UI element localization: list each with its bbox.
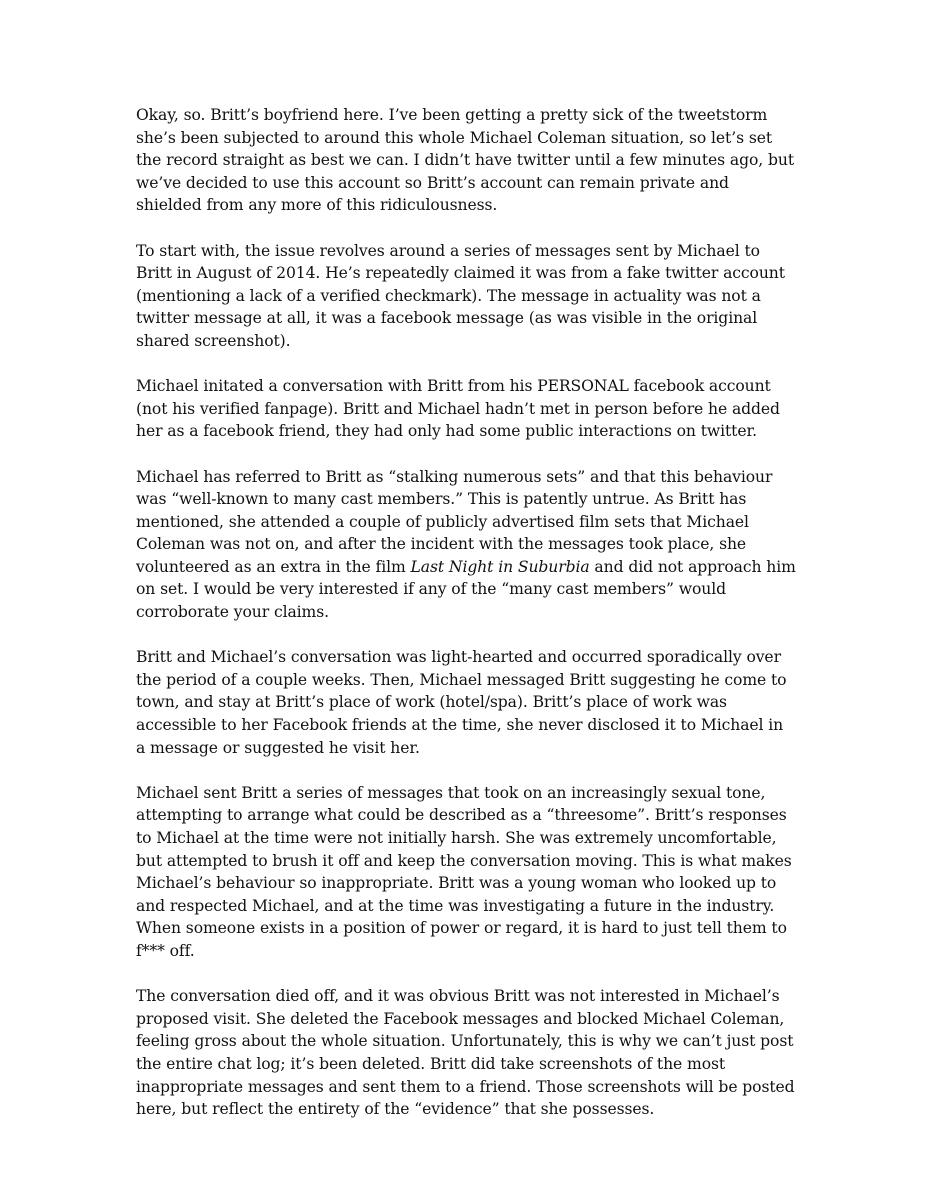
paragraph-4 bbox=[136, 466, 796, 624]
paragraph-3: Michael initated a conversation with Britt from his PERSONAL facebook account (not his verified fanpage). Britt and Michael hadn’t met in person before he added her as a facebook friend, they had only had some public interactions on twitter. bbox=[136, 377, 780, 441]
paragraph-1: Okay, so. Britt’s boyfriend here. I’ve been getting a pretty sick of the tweetstorm she’s been subjected to around this whole Michael Coleman situation, so let’s set the record straight as best we can. I didn’t have twitter until a few minutes ago, but we’ve decided to use this account so Britt’s account can remain private and shielded from any more of this ridiculousness. bbox=[136, 106, 794, 215]
paragraph-7: The conversation died off, and it was obvious Britt was not interested in Michael’s proposed visit. She deleted the Facebook messages and blocked Michael Coleman, feeling gross about the whole situation. Unfortunately, this is why we can’t just post the entire chat log; it’s been deleted. Britt did take screenshots of the most inappropriate messages and sent them to a friend. Those screenshots will be posted here, but reflect the entirety of the “evidence” that she possesses. bbox=[136, 987, 795, 1119]
film-title: Last Night in Suburbia bbox=[410, 557, 590, 576]
paragraph-4-text-after: and did not approach him on set. I would be very interested if any of the “many cast members” would corroborate your claims. bbox=[136, 557, 796, 622]
document-body bbox=[136, 104, 796, 1143]
paragraph-4-text-before: Michael has referred to Britt as “stalking numerous sets” and that this behaviour was “well-known to many cast members.” This is patently untrue. As Britt has mentioned, she attended a couple of publicly advertised film sets that Michael Coleman was not on, and after the incident with the messages took place, she volunteered as an extra in the film bbox=[136, 467, 773, 576]
paragraph-2: To start with, the issue revolves around a series of messages sent by Michael to Britt in August of 2014. He’s repeatedly claimed it was from a fake twitter account (mentioning a lack of a verified checkmark). The message in actuality was not a twitter message at all, it was a facebook message (as was visible in the original shared screenshot). bbox=[136, 241, 785, 350]
paragraph-5: Britt and Michael’s conversation was light-hearted and occurred sporadically over the period of a couple weeks. Then, Michael messaged Britt suggesting he come to town, and stay at Britt’s place of work (hotel/spa). Britt’s place of work was accessible to her Facebook friends at the time, she never disclosed it to Michael in a message or suggested he visit her. bbox=[136, 648, 787, 757]
paragraph-6: Michael sent Britt a series of messages that took on an increasingly sexual tone, attempting to arrange what could be described as a “threesome”. Britt’s responses to Michael at the time were not initially harsh. She was extremely uncomfortable, but attempted to brush it off and keep the conversation moving. This is what makes Michael’s behaviour so inappropriate. Britt was a young woman who looked up to and respected Michael, and at the time was investigating a future in the industry. When someone exists in a position of power or regard, it is hard to just tell them to f*** off. bbox=[136, 783, 792, 960]
